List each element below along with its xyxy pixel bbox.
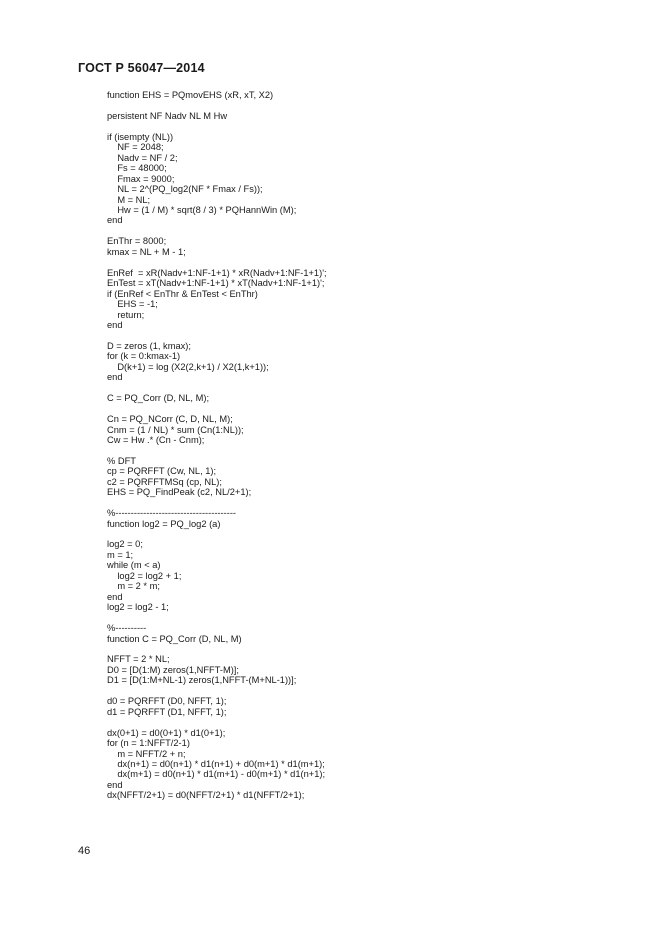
code-line: EHS = -1;: [107, 299, 158, 310]
code-line: Cw = Hw .* (Cn - Cnm);: [107, 434, 205, 445]
code-line: [107, 121, 327, 131]
code-listing: [107, 90, 327, 801]
code-line: m = 2 * m;: [107, 581, 160, 592]
code-line: end: [107, 779, 123, 790]
code-line: EnTest = xT(Nadv+1:NF-1+1) * xT(Nadv+1:NF-1+1)';: [107, 278, 325, 289]
code-line: persistent NF Nadv NL M Hw: [107, 110, 228, 121]
code-line: [107, 644, 327, 654]
page-number: 46: [78, 845, 91, 857]
code-line: while (m < a): [107, 560, 161, 571]
code-line: D(k+1) = log (X2(2,k+1) / X2(1,k+1));: [107, 361, 269, 372]
code-line: m = 1;: [107, 549, 134, 560]
code-line: Cnm = (1 / NL) * sum (Cn(1:NL));: [107, 424, 244, 435]
code-line: %----------: [107, 623, 147, 634]
document-header: ГОСТ Р 56047—2014: [78, 61, 205, 75]
code-line: for (k = 0:kmax-1): [107, 351, 181, 362]
code-line: dx(NFFT/2+1) = d0(NFFT/2+1) * d1(NFFT/2+1);: [107, 790, 305, 801]
code-line: [107, 498, 327, 508]
code-line: % DFT: [107, 455, 136, 466]
code-line: cp = PQRFFT (Cw, NL, 1);: [107, 466, 217, 477]
code-line: function log2 = PQ_log2 (a): [107, 518, 221, 529]
code-line: log2 = log2 - 1;: [107, 602, 169, 613]
code-line: dx(0+1) = d0(0+1) * d1(0+1);: [107, 727, 226, 738]
code-line: function EHS = PQmovEHS (xR, xT, X2): [107, 90, 274, 100]
code-line: [107, 100, 327, 110]
code-line: M = NL;: [107, 194, 151, 205]
code-line: if (EnRef < EnThr & EnTest < EnThr): [107, 288, 258, 299]
code-line: Cn = PQ_NCorr (C, D, NL, M);: [107, 414, 233, 425]
code-line: [107, 686, 327, 696]
code-line: D0 = [D(1:M) zeros(1,NFFT-M)];: [107, 664, 239, 675]
code-line: d1 = PQRFFT (D1, NFFT, 1);: [107, 706, 227, 717]
code-line: D = zeros (1, kmax);: [107, 340, 191, 351]
code-line: end: [107, 591, 123, 602]
code-line: [107, 226, 327, 236]
code-line: C = PQ_Corr (D, NL, M);: [107, 393, 210, 404]
code-line: [107, 613, 327, 623]
code-line: kmax = NL + M - 1;: [107, 246, 186, 257]
code-line: EnThr = 8000;: [107, 236, 167, 247]
code-line: NFFT = 2 * NL;: [107, 654, 170, 665]
code-line: c2 = PQRFFTMSq (cp, NL);: [107, 476, 222, 487]
code-line: EnRef = xR(Nadv+1:NF-1+1) * xR(Nadv+1:NF-1+1)';: [107, 267, 327, 278]
code-line: [107, 529, 327, 539]
code-line: [107, 717, 327, 727]
code-line: function C = PQ_Corr (D, NL, M): [107, 633, 242, 644]
code-line: [107, 257, 327, 267]
code-line: dx(m+1) = d0(n+1) * d1(m+1) - d0(m+1) * d1(n+1);: [107, 769, 326, 780]
code-line: Fs = 48000;: [107, 163, 167, 174]
code-line: Fmax = 9000;: [107, 173, 175, 184]
code-line: for (n = 1:NFFT/2-1): [107, 738, 190, 749]
code-line: dx(n+1) = d0(n+1) * d1(n+1) + d0(m+1) * d1(m+1);: [107, 759, 325, 769]
code-line: m = NFFT/2 + n;: [107, 748, 186, 759]
code-line: EHS = PQ_FindPeak (c2, NL/2+1);: [107, 487, 252, 498]
code-line: [107, 330, 327, 340]
code-line: Nadv = NF / 2;: [107, 152, 178, 163]
code-line: end: [107, 319, 123, 330]
code-line: NF = 2048;: [107, 142, 164, 153]
code-line: d0 = PQRFFT (D0, NFFT, 1);: [107, 696, 227, 707]
code-line: [107, 445, 327, 455]
code-line: end: [107, 215, 123, 226]
code-line: D1 = [D(1:M+NL-1) zeros(1,NFFT-(M+NL-1))];: [107, 675, 297, 686]
code-line: %---------------------------------------: [107, 508, 237, 519]
code-line: Hw = (1 / M) * sqrt(8 / 3) * PQHannWin (M);: [107, 204, 297, 215]
code-line: NL = 2^(PQ_log2(NF * Fmax / Fs));: [107, 184, 263, 195]
code-line: return;: [107, 309, 145, 320]
code-line: log2 = 0;: [107, 539, 143, 550]
code-line: end: [107, 372, 123, 383]
code-line: [107, 383, 327, 393]
code-line: log2 = log2 + 1;: [107, 570, 182, 581]
code-line: [107, 404, 327, 414]
code-line: if (isempty (NL)): [107, 131, 174, 142]
